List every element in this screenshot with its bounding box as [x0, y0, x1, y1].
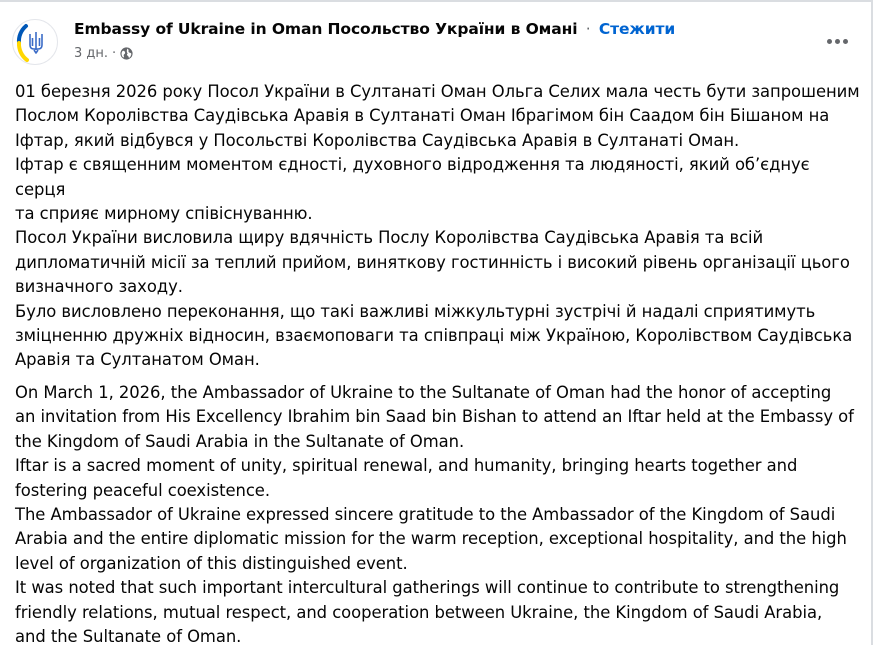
text-line: and the Sultanate of Oman. [15, 626, 242, 646]
text-line: Arabia and the entire diplomatic mission for the warm reception, exceptional hospitality, and the high [15, 529, 847, 549]
separator-dot: · [585, 20, 591, 38]
post-timestamp[interactable]: 3 дн. [74, 46, 109, 61]
more-options-icon [835, 39, 840, 44]
meta-separator: · [112, 46, 117, 61]
text-line: дипломатичній місії за теплий прийом, виняткову гостинність і високий рівень організації цього [15, 252, 850, 272]
follow-button[interactable]: Стежити [598, 20, 676, 38]
more-options-icon [843, 39, 848, 44]
text-line: зміцненню дружніх відносин, взаємоповаги та співпраці між Україною, Королівством Саудівська [15, 326, 853, 346]
text-line: an invitation from His Excellency Ibrahim bin Saad bin Bishan to attend an Iftar held at the Embassy of [15, 407, 854, 427]
text-line: Iftar is a sacred moment of unity, spiritual renewal, and humanity, bringing hearts together and [15, 456, 798, 476]
text-line: Було висловлено переконання, що такі важливі міжкультурні зустрічі й надалі сприятимуть [15, 301, 816, 321]
globe-icon[interactable] [120, 47, 133, 60]
text-line: On March 1, 2026, the Ambassador of Ukraine to the Sultanate of Oman had the honor of accepting [15, 382, 832, 402]
text-line: The Ambassador of Ukraine expressed sincere gratitude to the Ambassador of the Kingdom of Saudi [15, 504, 836, 524]
text-line: Іфтар, який відбувся у Посольстві Королівства Саудівська Аравія в Султанаті Оман. [15, 130, 740, 150]
post-meta [74, 46, 133, 61]
ukraine-trident-icon [13, 20, 58, 65]
text-line: визначного заходу. [15, 277, 183, 297]
text-line: Аравія та Султанатом Оман. [15, 350, 260, 370]
page-name-line [74, 20, 675, 38]
text-line: level of organization of this distinguished event. [15, 553, 408, 573]
paragraph-gap [15, 373, 865, 381]
ukrainian-text [15, 80, 865, 373]
more-options-button[interactable] [820, 28, 854, 54]
english-text [15, 381, 865, 649]
text-line: the Kingdom of Saudi Arabia in the Sultanate of Oman. [15, 431, 465, 451]
text-line: 01 березня 2026 року Посол України в Султанаті Оман Ольга Селих мала честь бути запрошеним [15, 82, 860, 101]
post-header [0, 2, 871, 72]
text-line: It was noted that such important intercultural gatherings will continue to contribute to strengthening [15, 578, 840, 598]
page-name-link[interactable]: Embassy of Ukraine in Oman Посольство України в Омані [74, 20, 578, 38]
post-message [15, 80, 865, 649]
text-line: та сприяє мирному співіснуванню. [15, 204, 313, 224]
text-line: fostering peaceful coexistence. [15, 480, 270, 500]
avatar[interactable] [12, 19, 58, 65]
text-line: Іфтар є священним моментом єдності, духовного відродження та людяності, який об’єднує серця [15, 155, 810, 199]
text-line: friendly relations, mutual respect, and cooperation between Ukraine, the Kingdom of Saudi Arabia, [15, 602, 823, 622]
more-options-icon [827, 39, 832, 44]
text-line: Послом Королівства Саудівська Аравія в Султанаті Оман Ібрагімом бін Саадом бін Бішаном на [15, 106, 830, 126]
text-line: Посол України висловила щиру вдячність Послу Королівства Саудівська Аравія та всій [15, 228, 764, 248]
